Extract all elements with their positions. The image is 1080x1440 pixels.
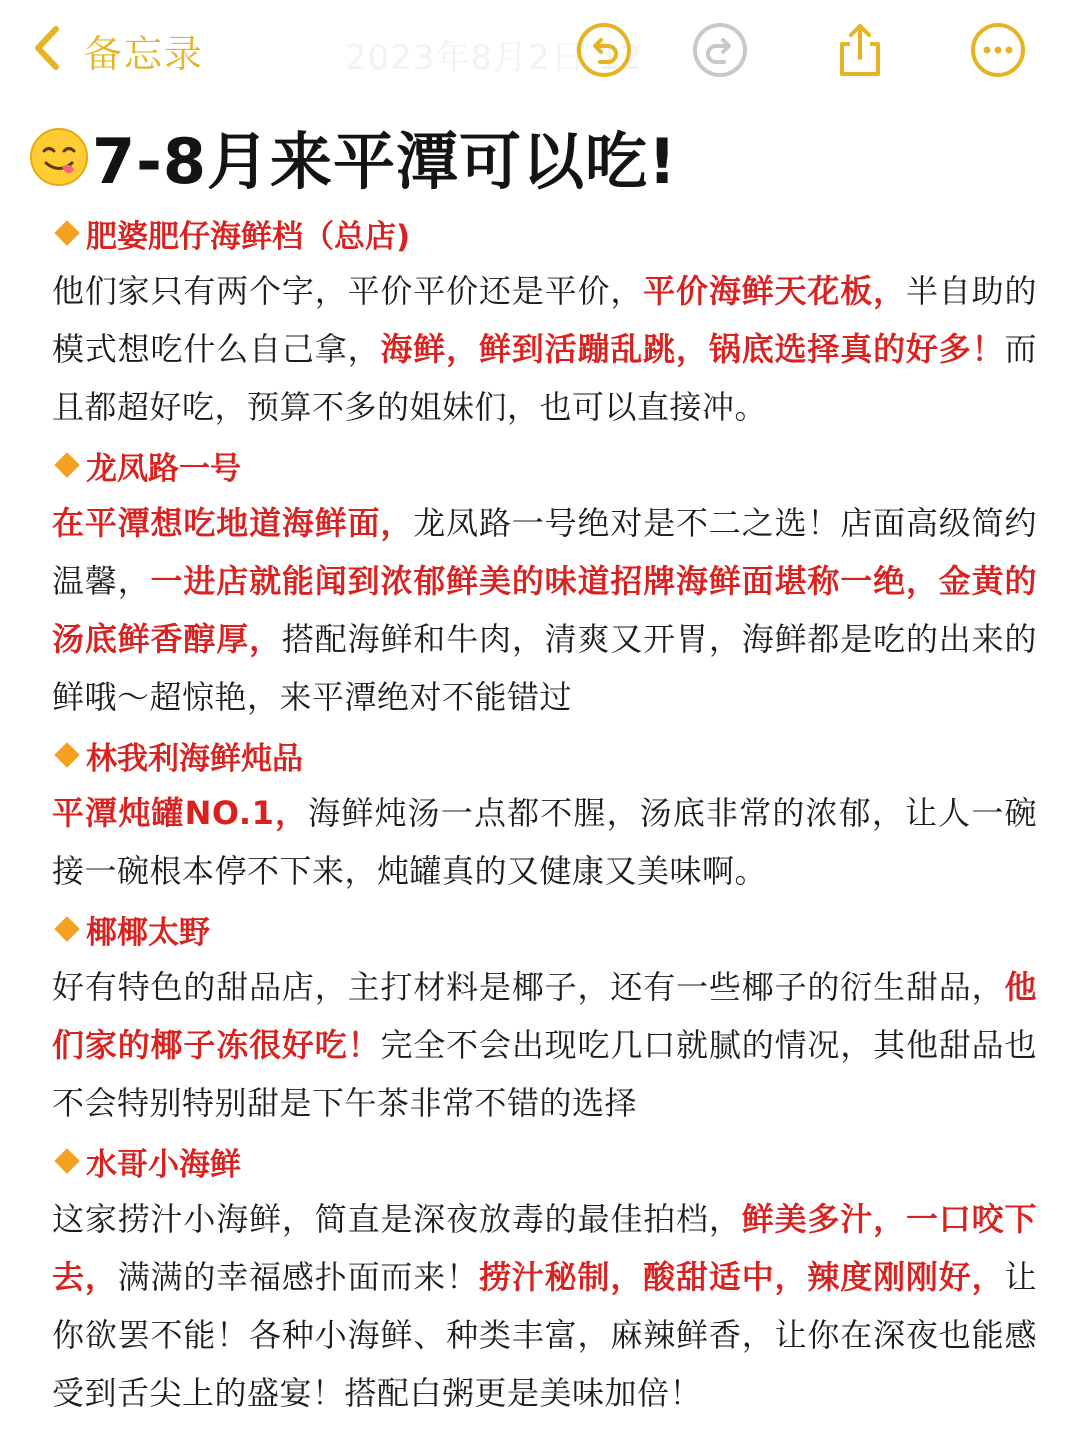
section-paragraph: [52, 494, 1037, 726]
more-button[interactable]: [970, 22, 1026, 78]
section-heading: [52, 204, 1037, 262]
section-heading-text: 水哥小海鲜: [86, 1146, 241, 1183]
section-paragraph: [52, 784, 1037, 900]
note-body: [52, 204, 1037, 1422]
notes-toolbar: [0, 0, 1080, 100]
body-text: 而且都超好吃，预算不多的姐妹们，也可以直接冲。: [52, 330, 1037, 426]
diamond-bullet-icon: [54, 452, 79, 477]
section-paragraph: [52, 262, 1037, 436]
share-button[interactable]: [832, 22, 888, 78]
note-date: 2023年8月2日 12: [345, 38, 643, 78]
highlighted-text: 平潭炖罐NO.1，: [52, 794, 309, 832]
section-paragraph: [52, 958, 1037, 1132]
back-label: 备忘录: [84, 31, 205, 76]
redo-icon: [692, 22, 748, 78]
section-heading: [52, 726, 1037, 784]
share-icon: [832, 22, 888, 78]
yum-face-icon: [28, 126, 90, 188]
section-heading-text: 林我利海鲜炖品: [86, 740, 303, 777]
diamond-bullet-icon: [54, 1148, 79, 1173]
body-text: 让你欲罢不能！各种小海鲜、种类丰富，麻辣鲜香，让你在深夜也能感受到舌尖上的盛宴！搭配白粥更是美味加倍！: [52, 1258, 1037, 1412]
section-heading: [52, 900, 1037, 958]
body-text: 搭配海鲜和牛肉，清爽又开胃，海鲜都是吃的出来的鲜哦～超惊艳，来平潭绝对不能错过: [52, 620, 1037, 716]
chevron-left-icon: [28, 23, 66, 77]
section-heading-text: 龙凤路一号: [86, 450, 241, 487]
body-text: 龙凤路一号绝对是不二之选！店面高级简约温馨，: [52, 504, 1037, 600]
highlighted-text: 他们家的椰子冻很好吃！: [52, 968, 1037, 1064]
highlighted-text: 平价海鲜天花板，: [643, 272, 906, 310]
redo-button[interactable]: [692, 22, 748, 78]
note-title-row: [28, 112, 677, 201]
highlighted-text: 一进店就能闻到浓郁鲜美的味道招牌海鲜面堪称一绝，金黄的汤底鲜香醇厚，: [52, 562, 1037, 658]
diamond-bullet-icon: [54, 742, 79, 767]
body-text: 完全不会出现吃几口就腻的情况，其他甜品也不会特别特别甜是下午茶非常不错的选择: [52, 1026, 1037, 1122]
diamond-bullet-icon: [54, 916, 79, 941]
more-icon: [970, 22, 1026, 78]
body-text: 半自助的模式想吃什么自己拿，: [52, 272, 1037, 368]
diamond-bullet-icon: [54, 220, 79, 245]
body-text: 好有特色的甜品店，主打材料是椰子，还有一些椰子的衍生甜品，: [52, 968, 1005, 1006]
highlighted-text: 鲜美多汁，一口咬下去，: [52, 1200, 1037, 1296]
highlighted-text: 海鲜，鲜到活蹦乱跳，锅底选择真的好多！: [380, 330, 1005, 368]
section-heading: [52, 1132, 1037, 1190]
body-text: 满满的幸福感扑面而来！: [117, 1258, 479, 1296]
section-heading: [52, 436, 1037, 494]
undo-icon: [576, 22, 632, 78]
section-heading-text: 肥婆肥仔海鲜档（总店): [86, 218, 411, 255]
highlighted-text: 在平潭想吃地道海鲜面，: [52, 504, 414, 542]
back-button[interactable]: [28, 22, 204, 78]
body-text: 这家捞汁小海鲜，简直是深夜放毒的最佳拍档，: [52, 1200, 742, 1238]
section-paragraph: [52, 1190, 1037, 1422]
body-text: 海鲜炖汤一点都不腥，汤底非常的浓郁，让人一碗接一碗根本停不下来，炖罐真的又健康又美味啊。: [52, 794, 1037, 890]
section-heading-text: 椰椰太野: [86, 914, 210, 951]
body-text: 他们家只有两个字，平价平价还是平价，: [52, 272, 644, 310]
highlighted-text: 捞汁秘制，酸甜适中，辣度刚刚好，: [478, 1258, 1005, 1296]
undo-button[interactable]: [576, 22, 632, 78]
note-title: 7-8月来平潭可以吃!: [92, 125, 678, 198]
